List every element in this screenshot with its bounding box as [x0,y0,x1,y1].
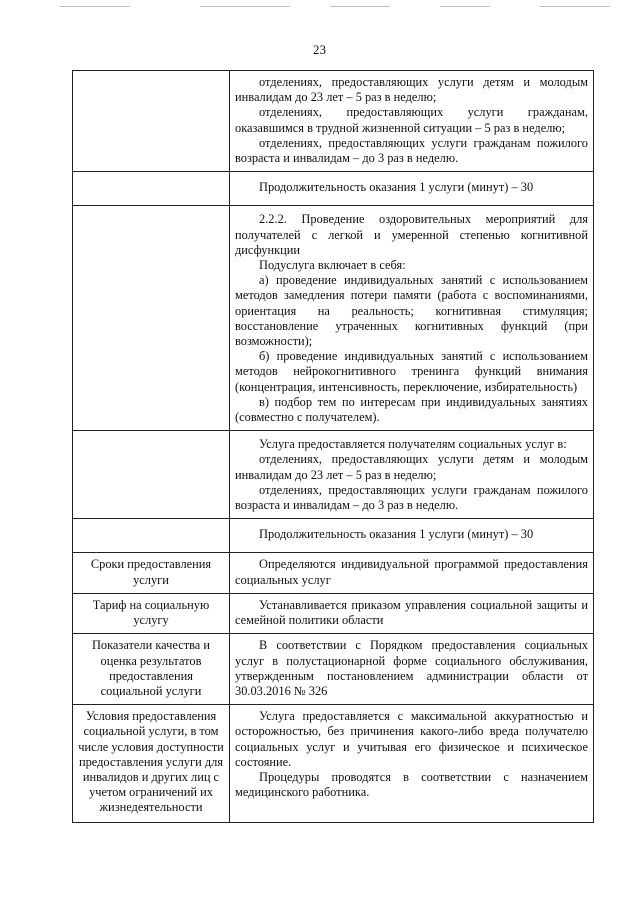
page-number: 23 [313,42,326,57]
duration-cell [230,172,594,206]
empty-label-cell [73,519,230,553]
scan-edge-line [200,6,290,7]
scan-edge-line [330,6,390,7]
row-text: Процедуры проводятся в соответствии с назначением медицинского работника. [235,769,588,800]
provided-cell [230,431,594,519]
row-label: Условия предоставления социальной услуги, в том числе условия доступности предоставления услуги для инвалидов и других лиц с учетом ограничений их жизнедеятельности [73,705,230,822]
table-row [73,431,594,519]
empty-label-cell [73,431,230,519]
scan-edge-line [540,6,610,7]
table-row [73,519,594,553]
subservice-title: 2.2.2. Проведение оздоровительных мероприятий для получателей с легкой и умеренной степенью когнитивной дисфункции [235,212,588,257]
row-value [230,705,594,822]
subservice-item: б) проведение индивидуальных занятий с использованием методов нейрокогнитивного тренинга функций внимания (концентрация, интенсивность, переключение, избирательность) [235,349,588,394]
row-text: Устанавливается приказом управления социальной защиты и семейной политики области [235,597,588,628]
row-value [230,593,594,633]
scan-edge-line [60,6,130,7]
row-text: Услуга предоставляется с максимальной аккуратностью и осторожностью, без причинения какого-либо вреда получателю социальных услуг и учитывая его физическое и психическое состояние. [235,709,588,769]
duration-text: Продолжительность оказания 1 услуги (минут) – 30 [259,180,534,195]
duration-text: Продолжительность оказания 1 услуги (минут) – 30 [259,527,534,542]
frequency-line: отделениях, предоставляющих услуги гражданам, оказавшимся в трудной жизненной ситуации – 5 раз в неделю; [235,105,588,135]
table-row [73,634,594,705]
scan-edge-line [440,6,490,7]
table-row [73,71,594,172]
table-row [73,206,594,431]
subservice-item: а) проведение индивидуальных занятий с использованием методов замедления потери памяти (работа с воспоминаниями, ориентация на реальность; когнитивная стимуляция; восстановление утраченных когнитивных функций (при возможности); [235,273,588,349]
subservice-item: в) подбор тем по интересам при индивидуальных занятиях (совместно с получателем). [235,394,588,425]
table-row [73,553,594,593]
row-label: Показатели качества и оценка результатов предоставления социальной услуги [73,634,230,705]
row-value [230,553,594,593]
row-label: Тариф на социальную услугу [73,593,230,633]
row-label: Сроки предоставления услуги [73,553,230,593]
empty-label-cell [73,71,230,172]
provided-intro: Услуга предоставляется получателям социальных услуг в: [259,437,567,452]
frequency-line: отделениях, предоставляющих услуги детям и молодым инвалидам до 23 лет – 5 раз в неделю; [235,75,588,105]
duration-cell [230,519,594,553]
empty-label-cell [73,172,230,206]
provided-line: отделениях, предоставляющих услуги гражданам пожилого возраста и инвалидам – до 3 раз в неделю. [235,482,588,513]
subservice-cell [230,206,594,431]
row-text: В соответствии с Порядком предоставления социальных услуг в полустационарной форме социального обслуживания, утвержденным постановлением администрации области от 30.03.2016 № 326 [235,638,588,698]
subservice-includes: Подуслуга включает в себя: [259,258,406,273]
provided-line: отделениях, предоставляющих услуги детям и молодым инвалидам до 23 лет – 5 раз в неделю; [235,452,588,482]
table-row [73,593,594,633]
frequency-line: отделениях, предоставляющих услуги гражданам пожилого возраста и инвалидам – до 3 раз в неделю. [235,135,588,166]
services-table [72,70,594,823]
table-row [73,172,594,206]
empty-label-cell [73,206,230,431]
row-value [230,634,594,705]
row-text: Определяются индивидуальной программой предоставления социальных услуг [235,557,588,587]
table-row [73,705,594,822]
frequency-cell [230,71,594,172]
